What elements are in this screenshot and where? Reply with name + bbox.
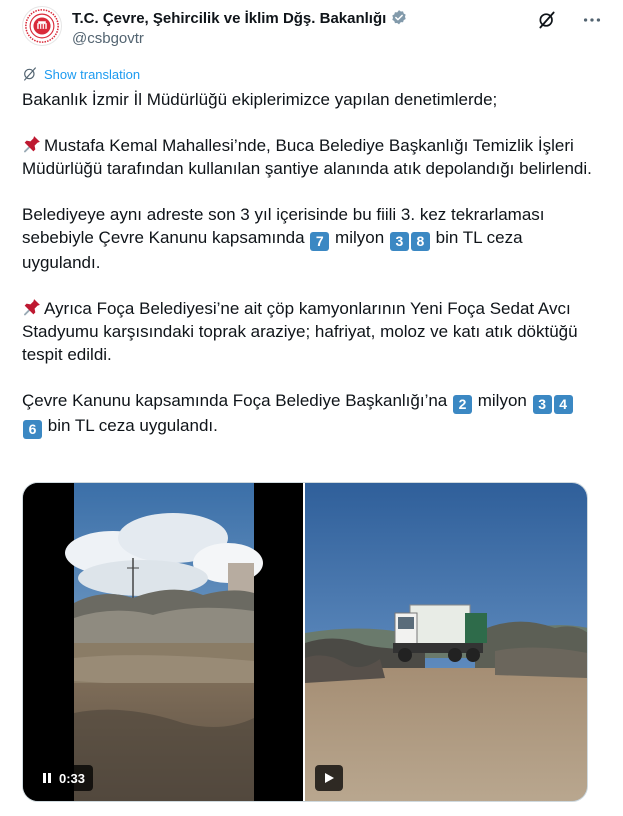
- tweet-paragraph-3: [22, 203, 602, 274]
- tweet-paragraph-3-text-b: milyon: [335, 228, 385, 247]
- pushpin-icon: [22, 134, 42, 154]
- play-icon: [323, 772, 335, 784]
- video-2-thumbnail: [305, 483, 587, 801]
- translate-icon: [22, 66, 38, 82]
- ministry-logo-icon: [23, 7, 61, 45]
- handle[interactable]: @csbgovtr: [72, 30, 144, 47]
- keycap-digit: 4: [554, 395, 573, 414]
- pause-icon: [41, 772, 53, 784]
- keycap-digit: 2: [453, 395, 472, 414]
- pushpin-icon: [22, 297, 42, 317]
- tweet-paragraph-1: Bakanlık İzmir İl Müdürlüğü ekiplerimizce yapılan denetimlerde;: [22, 90, 498, 109]
- tweet-header: [22, 6, 609, 50]
- keycap-digit: 6: [23, 420, 42, 439]
- keycap-digit: 7: [310, 232, 329, 251]
- keycap-digit: 8: [411, 232, 430, 251]
- grok-icon[interactable]: [537, 10, 557, 30]
- tweet-paragraph-5-text-c: bin TL ceza uygulandı.: [47, 416, 218, 435]
- media-grid: [22, 482, 588, 802]
- verified-badge-icon[interactable]: [390, 9, 408, 27]
- show-translation-link[interactable]: [22, 66, 140, 82]
- more-icon[interactable]: [581, 9, 603, 31]
- tweet-paragraph-5-text-a: Çevre Kanunu kapsamında Foça Belediye Başkanlığı’na: [22, 391, 448, 410]
- tweet-paragraph-3-text-c: bin TL ceza uygulandı.: [22, 228, 523, 272]
- tweet-paragraph-2: [22, 134, 602, 180]
- video-1-thumbnail: [23, 483, 303, 801]
- author-names: [72, 8, 408, 47]
- show-translation-label: Show translation: [44, 66, 141, 82]
- tweet-paragraph-2-text: Mustafa Kemal Mahallesi’nde, Buca Belediye Başkanlığı Temizlik İşleri Müdürlüğü tarafından kullanılan şantiye alanında atık depolandığı belirlendi.: [22, 136, 592, 178]
- tweet-paragraph-4-text: Ayrıca Foça Belediyesi’ne ait çöp kamyonlarının Yeni Foça Sedat Avcı Stadyumu karşısındaki toprak araziye; hafriyat, moloz ve katı atık döktüğü tespit edildi.: [22, 299, 578, 364]
- video-1[interactable]: [23, 483, 303, 801]
- display-name-row: [72, 8, 408, 28]
- video-1-pause-button[interactable]: [33, 765, 93, 791]
- tweet-text: [22, 88, 602, 462]
- keycap-digit: 3: [533, 395, 552, 414]
- tweet-paragraph-5: [22, 389, 602, 439]
- display-name[interactable]: T.C. Çevre, Şehircilik ve İklim Dğş. Bakanlığı: [72, 9, 387, 27]
- tweet-paragraph-5-text-b: milyon: [477, 391, 527, 410]
- tweet-paragraph-3-text-a: Belediyeye aynı adreste son 3 yıl içerisinde bu fiili 3. kez tekrarlaması sebebiyle Çevre Kanunu kapsamında: [22, 205, 545, 247]
- video-2-play-button[interactable]: [315, 765, 343, 791]
- keycap-digit: 3: [390, 232, 409, 251]
- video-2[interactable]: [305, 483, 587, 801]
- video-1-duration: 0:33: [59, 770, 86, 786]
- avatar[interactable]: [22, 6, 62, 46]
- tweet-paragraph-4: [22, 297, 602, 366]
